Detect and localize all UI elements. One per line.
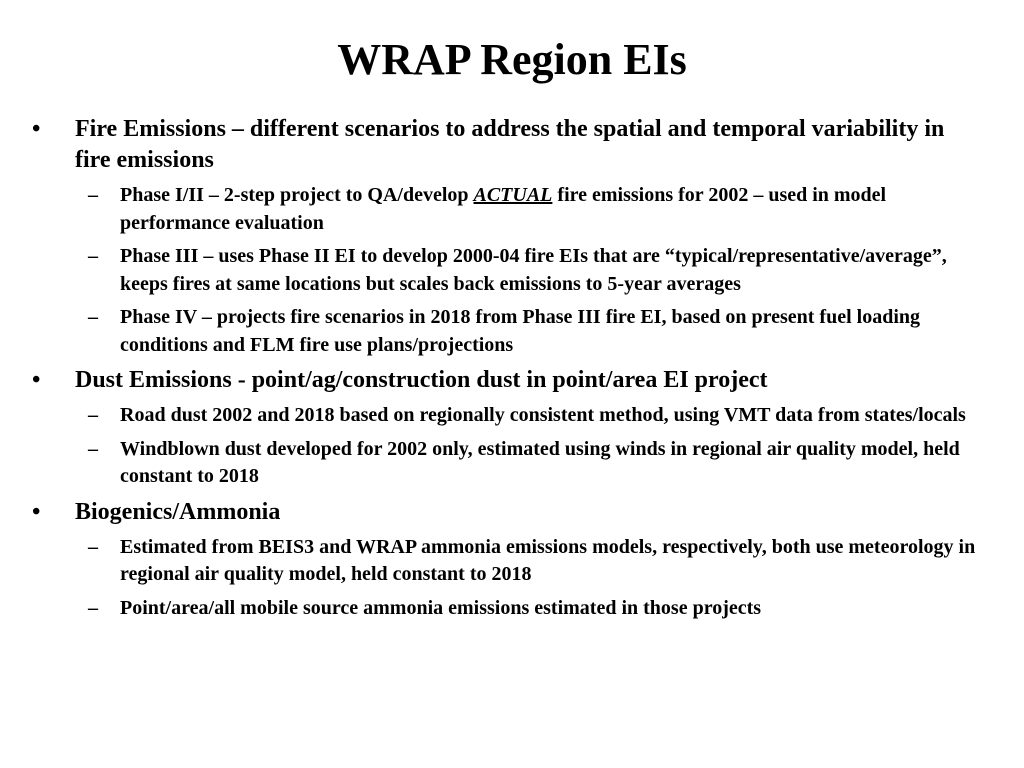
sub-bullet-road-dust <box>0 402 1024 430</box>
sub-bullet-dash: – <box>88 184 98 206</box>
sub-bullet-windblown-dust <box>0 436 1024 491</box>
sub-bullet-point-area-ammonia <box>0 595 1024 623</box>
sub-bullet-text: Estimated from BEIS3 and WRAP ammonia emissions models, respectively, both use meteorology in regional air quality model, held constant to 2018 <box>120 535 976 585</box>
sub-bullet-dash: – <box>88 535 98 558</box>
bullet-text: Dust Emissions - point/ag/construction dust in point/area EI project <box>75 367 768 393</box>
sub-bullet-text: Phase III – uses Phase II EI to develop 2000-04 fire EIs that are “typical/representative/average”, keeps fires at same locations but scales back emissions to 5-year averages <box>120 245 947 295</box>
bullet-dust-emissions <box>0 365 1024 396</box>
sub-bullet-text-before: Phase I/II – 2-step project to QA/develop <box>120 184 474 206</box>
sub-bullet-text-after: fire emissions for 2002 – used in model performance evaluation <box>120 184 887 234</box>
sub-bullet-text: Road dust 2002 and 2018 based on regionally consistent method, using VMT data from states/locals <box>120 404 966 426</box>
bullet-dot: • <box>32 367 41 393</box>
sub-bullet-phase-4 <box>0 304 1024 359</box>
bullet-dot: • <box>32 498 41 525</box>
bullet-text: Biogenics/Ammonia <box>75 498 281 525</box>
sub-bullet-phase-3 <box>0 243 1024 298</box>
sub-bullet-dash: – <box>88 404 98 426</box>
sub-bullet-dash: – <box>88 245 98 267</box>
bullet-dot: • <box>32 116 41 142</box>
slide-title: WRAP Region EIs <box>337 35 687 84</box>
sub-bullet-phase-1-2 <box>0 182 1024 237</box>
bullet-fire-emissions <box>0 114 1024 176</box>
sub-bullet-dash: – <box>88 596 98 619</box>
sub-bullet-text: Phase IV – projects fire scenarios in 2018 from Phase III fire EI, based on present fuel loading conditions and FLM fire use plans/projections <box>120 306 921 356</box>
emphasis-actual: ACTUAL <box>473 184 553 206</box>
bullet-biogenics-ammonia <box>0 497 1024 528</box>
sub-bullet-dash: – <box>88 437 98 460</box>
sub-bullet-dash: – <box>88 306 98 328</box>
sub-bullet-text: Windblown dust developed for 2002 only, estimated using winds in regional air quality model, held constant to 2018 <box>120 437 960 487</box>
sub-bullet-beis3 <box>0 534 1024 589</box>
slide-body <box>0 108 1024 622</box>
bullet-text: Fire Emissions – different scenarios to address the spatial and temporal variability in fire emissions <box>75 116 945 173</box>
sub-bullet-text: Point/area/all mobile source ammonia emissions estimated in those projects <box>120 596 762 619</box>
